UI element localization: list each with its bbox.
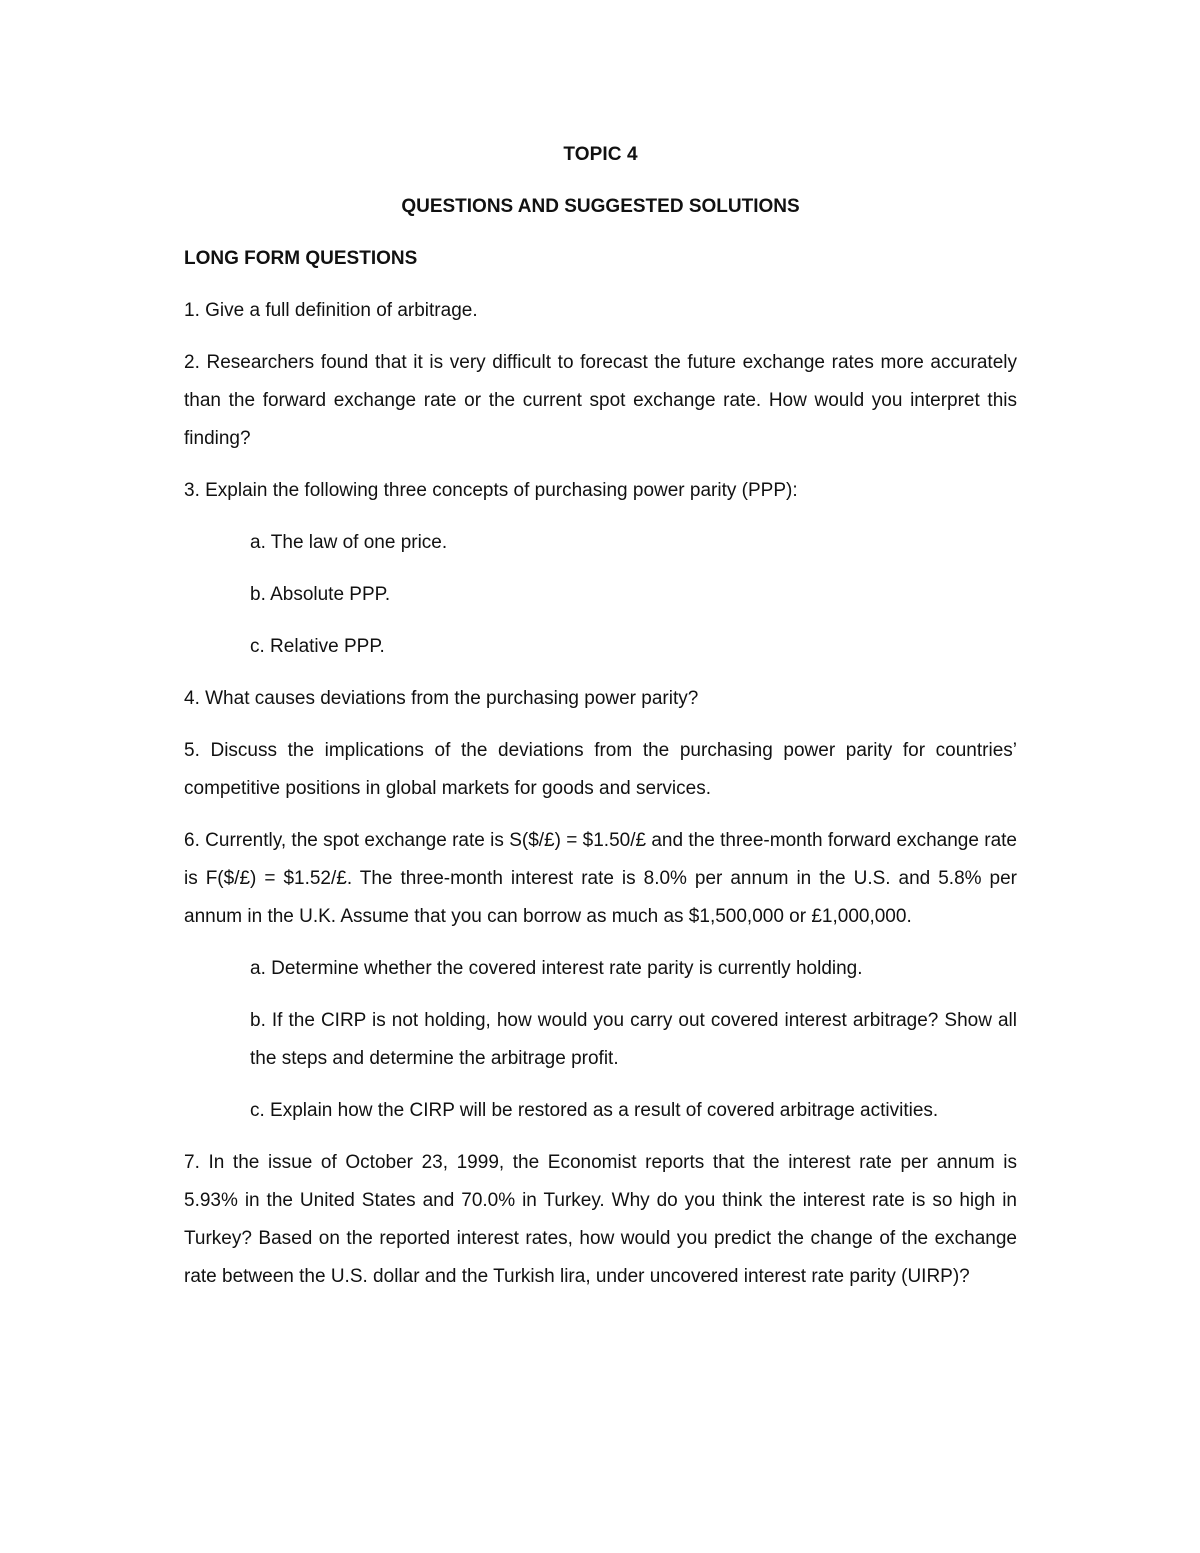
- page-subtitle: QUESTIONS AND SUGGESTED SOLUTIONS: [401, 196, 800, 217]
- question-3b: b. Absolute PPP.: [250, 584, 391, 605]
- question-3c: c. Relative PPP.: [250, 636, 385, 657]
- section-heading: LONG FORM QUESTIONS: [184, 248, 418, 269]
- page-title: TOPIC 4: [563, 144, 638, 165]
- question-6c: c. Explain how the CIRP will be restored as a result of covered arbitrage activities.: [250, 1100, 939, 1121]
- question-4: 4. What causes deviations from the purchasing power parity?: [184, 688, 699, 709]
- question-2: 2. Researchers found that it is very difficult to forecast the future exchange rates more accurately than the forward exchange rate or the current spot exchange rate. How would you interpret this finding?: [184, 352, 1017, 449]
- question-1: 1. Give a full definition of arbitrage.: [184, 300, 478, 321]
- question-3: 3. Explain the following three concepts of purchasing power parity (PPP):: [184, 480, 798, 501]
- question-6b: b. If the CIRP is not holding, how would you carry out covered interest arbitrage? Show all the steps and determine the arbitrage profit.: [250, 1010, 1017, 1069]
- question-6: 6. Currently, the spot exchange rate is S($/£) = $1.50/£ and the three-month forward exchange rate is F($/£) = $1.52/£. The three-month interest rate is 8.0% per annum in the U.S. and 5.8% per annum in the U.K. Assume that you can borrow as much as $1,500,000 or £1,000,000.: [184, 830, 1017, 927]
- question-3a: a. The law of one price.: [250, 532, 448, 553]
- question-6a: a. Determine whether the covered interest rate parity is currently holding.: [250, 958, 863, 979]
- question-5: 5. Discuss the implications of the deviations from the purchasing power parity for countries’ competitive positions in global markets for goods and services.: [184, 740, 1017, 799]
- question-7: 7. In the issue of October 23, 1999, the Economist reports that the interest rate per annum is 5.93% in the United States and 70.0% in Turkey. Why do you think the interest rate is so high in Turkey? Based on the reported interest rates, how would you predict the change of the exchange rate between the U.S. dollar and the Turkish lira, under uncovered interest rate parity (UIRP)?: [184, 1152, 1017, 1287]
- document-body: [184, 136, 1017, 1310]
